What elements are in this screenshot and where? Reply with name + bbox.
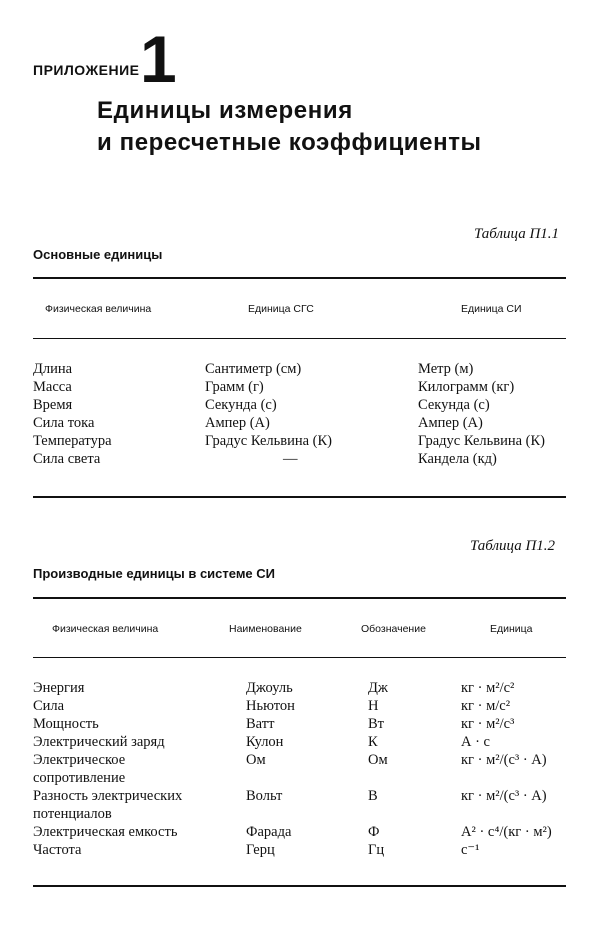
table2-header-quantity: Физическая величина bbox=[52, 623, 159, 635]
table1-bottom-rule bbox=[33, 496, 566, 498]
table-cell: Частота bbox=[33, 842, 82, 858]
table-cell: Сантиметр (см) bbox=[205, 361, 302, 377]
table2-top-rule bbox=[33, 597, 566, 599]
table1-header-quantity: Физическая величина bbox=[45, 303, 152, 315]
table-cell: Гц bbox=[368, 842, 385, 858]
table2-bottom-rule bbox=[33, 885, 566, 887]
table-cell: А · с bbox=[461, 734, 490, 750]
table1-header-rule bbox=[33, 338, 566, 339]
table2-header-rule bbox=[33, 657, 566, 658]
table-cell: Н bbox=[368, 698, 379, 714]
table-cell: Ампер (А) bbox=[418, 415, 483, 431]
table-cell: Градус Кельвина (К) bbox=[418, 433, 546, 449]
appendix-number: 1 bbox=[140, 22, 177, 96]
table-cell: Секунда (с) bbox=[418, 397, 490, 413]
table2-label: Таблица П1.2 bbox=[470, 538, 556, 554]
table-cell: Ньютон bbox=[246, 698, 295, 714]
table-cell: Дж bbox=[368, 680, 388, 696]
table-cell: Электрическая емкость bbox=[33, 824, 178, 840]
table2-caption: Производные единицы в системе СИ bbox=[33, 566, 276, 581]
table-cell: кг · м²/(с³ · А) bbox=[461, 752, 547, 768]
table-cell: Длина bbox=[33, 361, 73, 377]
table-cell: кг · м²/(с³ · А) bbox=[461, 788, 547, 804]
title-line-1: Единицы измерения bbox=[97, 97, 353, 124]
table-cell: Ом bbox=[246, 752, 266, 768]
table-cell: Вольт bbox=[246, 788, 283, 804]
table-cell: Ватт bbox=[246, 716, 275, 732]
table-cell: К bbox=[368, 734, 378, 750]
title-line-2: и пересчетные коэффициенты bbox=[97, 129, 482, 156]
table-cell: Масса bbox=[33, 379, 72, 395]
table-cell: Сила света bbox=[33, 451, 101, 467]
table1-col-si bbox=[418, 360, 545, 468]
table1-col-cgs bbox=[205, 360, 332, 468]
table-cell: Мощность bbox=[33, 716, 99, 732]
table-cell: Джоуль bbox=[246, 680, 293, 696]
table1-header-si: Единица СИ bbox=[461, 303, 522, 315]
table-cell: А² · с⁴/(кг · м²) bbox=[461, 824, 552, 840]
table1-col-quantity bbox=[33, 360, 112, 468]
table-cell: Кандела (кд) bbox=[418, 451, 497, 467]
table1-label: Таблица П1.1 bbox=[474, 226, 560, 242]
table-cell: с⁻¹ bbox=[461, 842, 480, 858]
table-cell: Электрическое сопротивление bbox=[33, 752, 126, 786]
table-cell: Ом bbox=[368, 752, 388, 768]
table-cell: кг · м/с² bbox=[461, 698, 511, 714]
table1-top-rule bbox=[33, 277, 566, 279]
table2-header-symbol: Обозначение bbox=[361, 623, 426, 635]
table-cell: Грамм (г) bbox=[205, 379, 264, 395]
table-cell: Ампер (А) bbox=[205, 415, 270, 431]
table-cell: Разность электрических потенциалов bbox=[33, 788, 183, 822]
table-cell: Температура bbox=[33, 433, 112, 449]
table1-header-cgs: Единица СГС bbox=[248, 303, 314, 315]
table-cell: кг · м²/с² bbox=[461, 680, 515, 696]
table-cell: Вт bbox=[368, 716, 385, 732]
appendix-label: ПРИЛОЖЕНИЕ bbox=[33, 62, 140, 78]
table-cell: Килограмм (кг) bbox=[418, 379, 515, 395]
table-cell: Сила bbox=[33, 698, 65, 714]
table-cell: Фарада bbox=[246, 824, 292, 840]
table2-header-unit: Единица bbox=[490, 623, 533, 635]
table-cell: Энергия bbox=[33, 680, 85, 696]
table-cell: Время bbox=[33, 397, 73, 413]
table-cell: кг · м²/с³ bbox=[461, 716, 515, 732]
table-cell: — bbox=[283, 451, 298, 467]
table-cell: Секунда (с) bbox=[205, 397, 277, 413]
table-cell: Электрический заряд bbox=[33, 734, 165, 750]
table-cell: Кулон bbox=[246, 734, 284, 750]
table-cell: Герц bbox=[246, 842, 275, 858]
table-cell: Градус Кельвина (К) bbox=[205, 433, 333, 449]
table-cell: В bbox=[368, 788, 378, 804]
table2-header-name: Наименование bbox=[229, 623, 302, 635]
page-title bbox=[97, 95, 482, 159]
table-cell: Сила тока bbox=[33, 415, 95, 431]
table1-caption: Основные единицы bbox=[33, 247, 163, 262]
table-cell: Ф bbox=[368, 824, 380, 840]
table-cell: Метр (м) bbox=[418, 361, 474, 377]
